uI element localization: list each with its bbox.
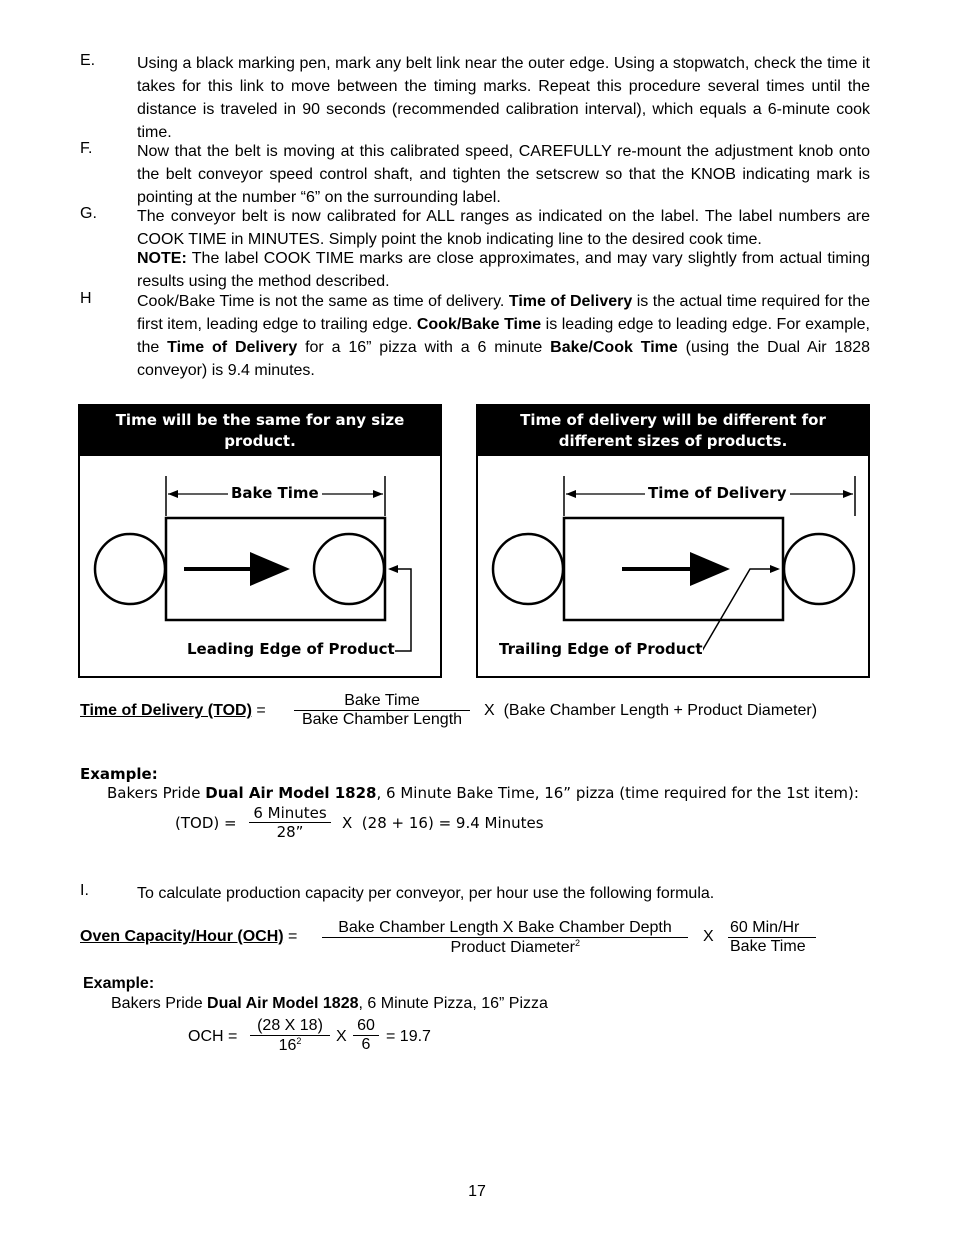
example-lhs: (TOD) = xyxy=(175,814,237,832)
denominator-text: Product Diameter xyxy=(450,939,575,956)
model-name: Dual Air Model 1828 xyxy=(207,995,359,1012)
bold-run: Time of Delivery xyxy=(508,293,633,310)
diagram-right xyxy=(476,404,870,678)
item-label: G. xyxy=(80,205,97,222)
example-heading: Example: xyxy=(83,975,155,992)
item-label: F. xyxy=(80,140,93,157)
text-run: is leading edge to leading edge. For example, the xyxy=(137,316,870,356)
diagram-drawing xyxy=(478,406,868,676)
example-fraction xyxy=(249,804,331,841)
model-name: Dual Air Model 1828 xyxy=(205,784,377,802)
times-sign: X xyxy=(703,928,714,945)
och-fraction-1 xyxy=(322,919,688,957)
equals-sign: = xyxy=(256,702,266,719)
note-paragraph xyxy=(137,247,870,293)
bold-run: Bake/Cook Time xyxy=(550,339,678,356)
och-fraction-2 xyxy=(728,919,816,956)
item-text: To calculate production capacity per conveyor, per hour use the following formula. xyxy=(137,885,715,902)
note-text: The label COOK TIME marks are close approximates, and may vary slightly from actual timing results using the method described. xyxy=(137,250,870,290)
numerator: 60 Min/Hr xyxy=(730,919,800,936)
note-label: NOTE: xyxy=(137,250,187,267)
item-text: Now that the belt is moving at this calibrated speed, CAREFULLY re-mount the adjustment knob onto the belt conveyor speed control shaft, and tighten the setscrew so that the KNOB indicating mark is pointing at the number “6” on the surrounding label. xyxy=(137,143,870,206)
times-sign: X xyxy=(336,1028,347,1045)
denominator: 28” xyxy=(249,822,331,841)
example-line xyxy=(107,784,859,802)
text-run: Bakers Pride xyxy=(107,784,206,802)
item-text: The conveyor belt is now calibrated for ALL ranges as indicated on the label. The label numbers are COOK TIME in MINUTES. Simply point the knob indicating line to the desired cook time. xyxy=(137,208,870,248)
exponent: 2 xyxy=(296,1036,302,1046)
numerator: Bake Chamber Length X Bake Chamber Depth xyxy=(338,919,672,936)
text-run: is the actual time required for the first item, leading edge to trailing edge. xyxy=(137,293,871,333)
diagram-header: Time of delivery will be different for different sizes of products. xyxy=(478,406,868,456)
text-run: for a 16” pizza with a 6 minute xyxy=(297,339,551,356)
item-text xyxy=(137,290,870,382)
tod-multiplier: X (Bake Chamber Length + Product Diameter) xyxy=(484,702,818,719)
denominator: Bake Chamber Length xyxy=(294,710,470,729)
example-fraction-2 xyxy=(353,1017,379,1054)
bold-run: Time of Delivery xyxy=(167,339,298,356)
text-run: (using the Dual Air 1828 conveyor) is 9.4 minutes. xyxy=(137,339,871,379)
denominator xyxy=(322,937,688,957)
example-result: = 19.7 xyxy=(386,1028,431,1045)
item-text: Using a black marking pen, mark any belt link near the outer edge. Using a stopwatch, check the time it takes for this link to move between the timing marks. Repeat this procedure several times until the distance is traveled in 90 seconds (recommended calibration interval), which equals a 6-minute cook time. xyxy=(137,55,870,141)
page-number: 17 xyxy=(468,1183,486,1200)
text-run: , 6 Minute Pizza, 16” Pizza xyxy=(358,995,548,1012)
numerator: 6 Minutes xyxy=(253,804,327,822)
diagram-drawing xyxy=(80,406,440,676)
denominator: Bake Time xyxy=(728,937,816,956)
exponent: 2 xyxy=(574,938,580,948)
example-rhs: X (28 + 16) = 9.4 Minutes xyxy=(342,814,544,832)
diagram-left xyxy=(78,404,442,678)
numerator: (28 X 18) xyxy=(257,1017,323,1034)
tod-fraction xyxy=(294,692,470,729)
item-label: E. xyxy=(80,52,96,69)
dimension-label: Bake Time xyxy=(228,484,322,502)
item-label: I. xyxy=(80,882,89,899)
denominator xyxy=(250,1035,330,1055)
example-heading: Example: xyxy=(80,765,158,783)
equals-sign: = xyxy=(288,928,298,945)
denominator-text: 16 xyxy=(278,1037,297,1054)
item-label: H xyxy=(80,290,92,307)
numerator: Bake Time xyxy=(344,692,420,709)
example-fraction-1 xyxy=(250,1017,330,1055)
text-run: Cook/Bake Time is not the same as time of delivery. xyxy=(137,293,509,310)
diagram-header: Time will be the same for any size product. xyxy=(80,406,440,456)
numerator: 60 xyxy=(357,1017,375,1034)
edge-label: Leading Edge of Product xyxy=(187,640,395,658)
formula-name: Time of Delivery (TOD) xyxy=(80,702,252,719)
och-formula-label xyxy=(80,928,297,946)
dimension-label: Time of Delivery xyxy=(645,484,790,502)
denominator: 6 xyxy=(353,1035,379,1054)
tod-formula-label xyxy=(80,702,266,720)
example-lhs: OCH = xyxy=(188,1028,238,1045)
text-run: Bakers Pride xyxy=(111,995,208,1012)
bold-run: Cook/Bake Time xyxy=(416,316,542,333)
formula-name: Oven Capacity/Hour (OCH) xyxy=(80,928,284,945)
example-line xyxy=(111,995,548,1013)
text-run: , 6 Minute Bake Time, 16” pizza (time required for the 1st item): xyxy=(376,784,859,802)
edge-label: Trailing Edge of Product xyxy=(499,640,703,658)
